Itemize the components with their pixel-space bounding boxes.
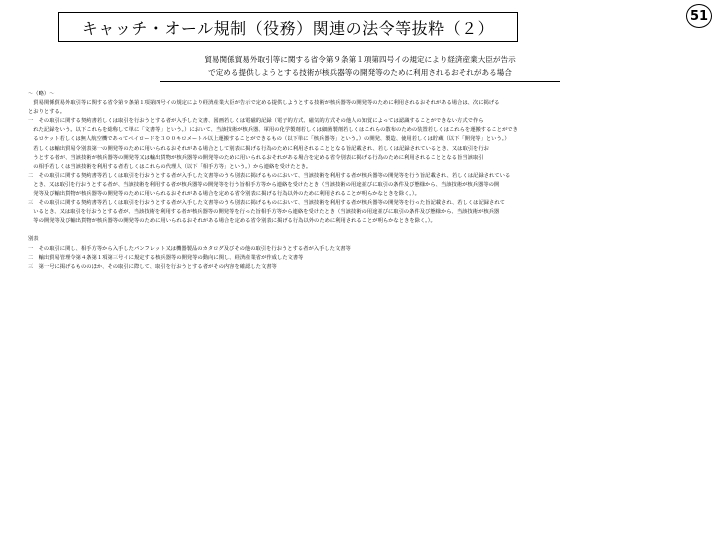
text-line: うとする者が、当該技術が核兵器等の開発等又は輸出貨物が核兵器等の開発等のために用いられるおそれがある場合を定める省令別表に掲げる行為のために利用されることとなる旨当該取引 — [28, 154, 484, 161]
page-number-badge — [686, 4, 712, 28]
paragraph-gap — [28, 226, 704, 235]
text-line: れた記録をいう。以下これらを総称して単に「文書等」という。）において、当該技術が核兵器、軍用の化学製剤若しくは細菌製剤若しくはこれらの散布のための装置若しくはこれらを運搬することができ — [28, 127, 518, 134]
text-line: 二 その取引に関する契約書等若しくは取引を行おうとする者が入手した文書等のうち別表に掲げるものにおいて、当該技術を利用する者が核兵器等の開発等を行う旨記載され、若しくは記録されている — [28, 172, 511, 179]
text-line: 一 その取引に関する契約書若しくは取引を行おうとする者が入手した文書、図画若しくは電磁的記録（電子的方式、磁気的方式その他人の知覚によっては認識することができない方式で作ら — [28, 118, 484, 125]
appendix-item: 二 輸出貿易管理令第４条第１項第三号イに規定する核兵器等の開発等の動向に関し、経済産業省が作成した文書等 — [28, 254, 304, 261]
page-number: 51 — [689, 8, 709, 24]
page-title-box — [58, 12, 518, 42]
text-line: 貿易関係貿易外取引等に関する省令第９条第１項第四号イの規定により経済産業大臣が告示で定める提供しようとする技術が核兵器等の開発等のために利用されるおそれがある場合は、次に掲げる — [28, 100, 500, 107]
page-title: キャッチ・オール規制（役務）関連の法令等抜粋（２） — [81, 18, 495, 38]
text-line: 等の開発等及び輸出貨物が核兵器等の開発等のために用いられるおそれがある場合を定める省令別表に掲げる行為以外のために利用されることが明らかなときを除く。）。 — [28, 218, 436, 225]
appendix-item: 一 その取引に関し、相手方等から入手したパンフレット又は機器製品のカタログ及びその他の取引を行おうとする者が入手した文書等 — [28, 245, 351, 252]
appendix-item: 三 第一号に掲げるもののほか、その取引に際して、取引を行おうとする者がその内容を確認した文書等 — [28, 263, 277, 270]
regulation-text — [28, 90, 704, 272]
subtitle-line: 貿易関係貿易外取引等に関する省令第９条第１項第四号イの規定により経済産業大臣が告示 — [204, 55, 516, 64]
text-line: いるとき、又は取引を行おうとする者が、当該技術を利用する者が核兵器等の開発等を行った旨相手方等から連絡を受けたとき（当該技術の用途並びに取引の条件及び態様から、当該技術が核兵器 — [28, 209, 500, 216]
text-line: 三 その取引に関する契約書等若しくは取引を行おうとする者が入手した文書等のうち別表に掲げるものにおいて、当該技術を利用する者が核兵器等の開発等を行った旨記載され、若しくは記録されて — [28, 200, 505, 207]
text-line: 発等及び輸出貨物が核兵器等の開発等のために用いられるおそれがある場合を定める省令別表に掲げる行為以外のために利用されることが明らかなときを除く。）。 — [28, 191, 420, 198]
appendix-heading: 別表 — [28, 236, 39, 243]
text-line: とき、又は取引を行おうとする者が、当該技術を利用する者が核兵器等の開発等を行う旨相手方等から連絡を受けたとき（当該技術の用途並びに取引の条件及び態様から、当該技術が核兵器等の開 — [28, 181, 500, 188]
subtitle — [160, 53, 560, 82]
text-line: ～（略）～ — [28, 91, 55, 97]
text-line: の相手若しくは当該技術を利用する者若しくはこれらの代理人（以下「相手方等」という。）から連絡を受けたとき。 — [28, 163, 312, 170]
text-line: とおりとする。 — [28, 109, 66, 116]
text-line: るロケット若しくは無人航空機であってペイロードを３００キロメートル以上運搬することができるもの（以下単に「核兵器等」という。）の開発、製造、使用若しくは貯蔵（以下「開発等」という。） — [28, 136, 510, 143]
subtitle-line: で定める提供しようとする技術が核兵器等の開発等のために利用されるおそれがある場合 — [208, 68, 512, 77]
text-line: 若しくは輸出貿易令別表第一の開発等のために用いられるおそれがある場合として別表に掲げる行為のために利用されることとなる旨記載され、若しくは記録されているとき、又は取引を行お — [28, 145, 489, 152]
